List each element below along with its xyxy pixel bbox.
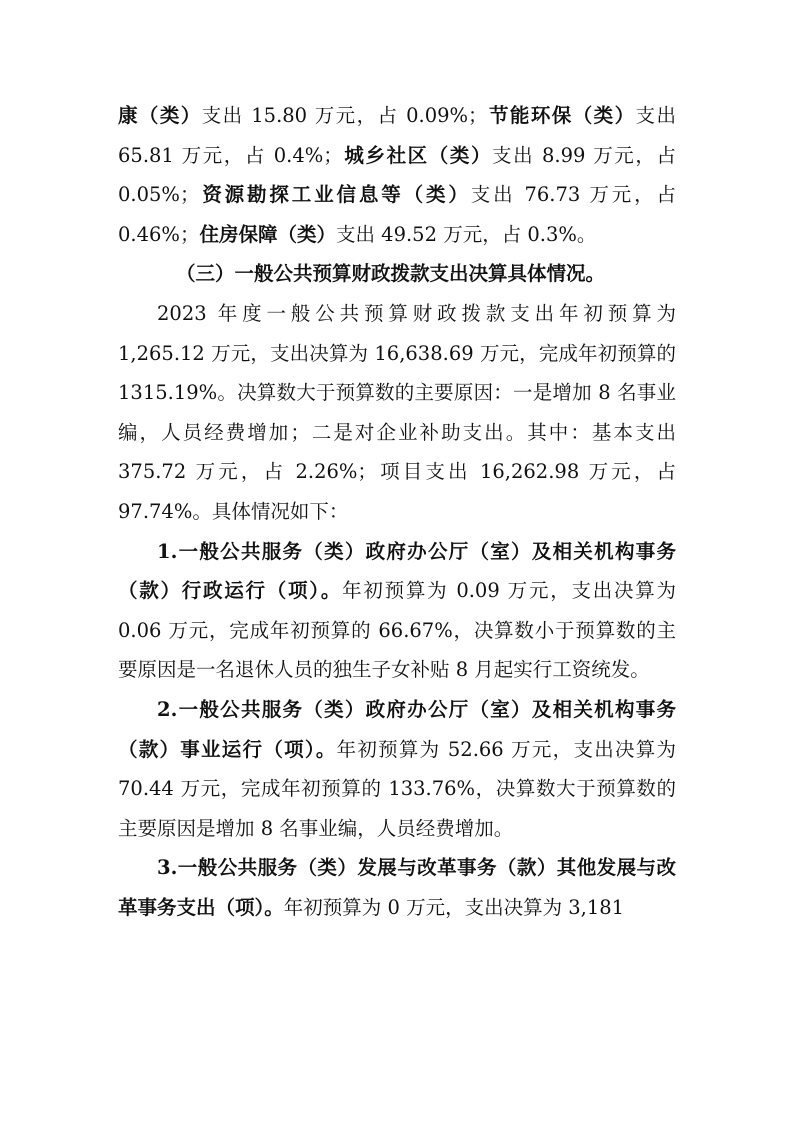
category-resources: 资源勘探工业信息等（类） — [199, 183, 471, 207]
category-health: 康（类） — [118, 104, 202, 127]
category-urban-rural: 城乡社区（类） — [342, 143, 493, 167]
category-energy-saving: 节能环保（类） — [487, 104, 636, 127]
list-item-3-text: 年初预算为 0 万元，支出决算为 3,181 — [283, 895, 625, 919]
list-item-2-title: 2.一般公共服务（类）政府办公厅（室）及相关机构事务（款）事业运行（项）。 — [118, 697, 676, 761]
section-heading: （三）一般公共预算财政拨款支出决算具体情况。 — [176, 262, 606, 286]
list-item-2-text: 年初预算为 52.66 万元，支出决算为 70.44 万元，完成年初预算的 133.76%，决算数大于预算数的主要原因是增加 8 名事业编，人员经费增加。 — [118, 737, 676, 840]
list-item-3-title: 3.一般公共服务（类）发展与改革事务（款）其他发展与改革事务支出（项）。 — [118, 856, 676, 919]
list-item-2 — [118, 690, 676, 848]
list-item-1 — [118, 532, 676, 690]
document-page — [118, 96, 676, 927]
list-item-1-text: 年初预算为 0.09 万元，支出决算为 0.06 万元，完成年初预算的 66.67%，决算数小于预算数的主要原因是一名退休人员的独生子女补贴 8 月起实行工资统发。 — [118, 579, 676, 682]
paragraph-expenditure-categories: 康（类）支出 15.80 万元，占 0.09%；节能环保（类）支出 65.81 万元，占 0.4%；城乡社区（类）支出 8.99 万元，占 0.05%；资源勘探工业信息等（类）支出 76.73 万元，占 0.46%；住房保障（类）支出 49.52 万元，占 0.3%。 — [118, 104, 676, 246]
list-item-3 — [118, 848, 676, 927]
paragraph-summary: 2023 年度一般公共预算财政拨款支出年初预算为 1,265.12 万元，支出决算为 16,638.69 万元，完成年初预算的 1315.19%。决算数大于预算数的主要原因：一是增加 8 名事业编，人员经费增加；二是对企业补助支出。其中：基本支出 375.72 万元，占 2.26%；项目支出 16,262.98 万元，占 97.74%。具体情况如下： — [118, 301, 676, 523]
list-item-1-title: 1.一般公共服务（类）政府办公厅（室）及相关机构事务（款）行政运行（项）。 — [118, 539, 676, 603]
category-housing: 住房保障（类） — [199, 222, 336, 246]
